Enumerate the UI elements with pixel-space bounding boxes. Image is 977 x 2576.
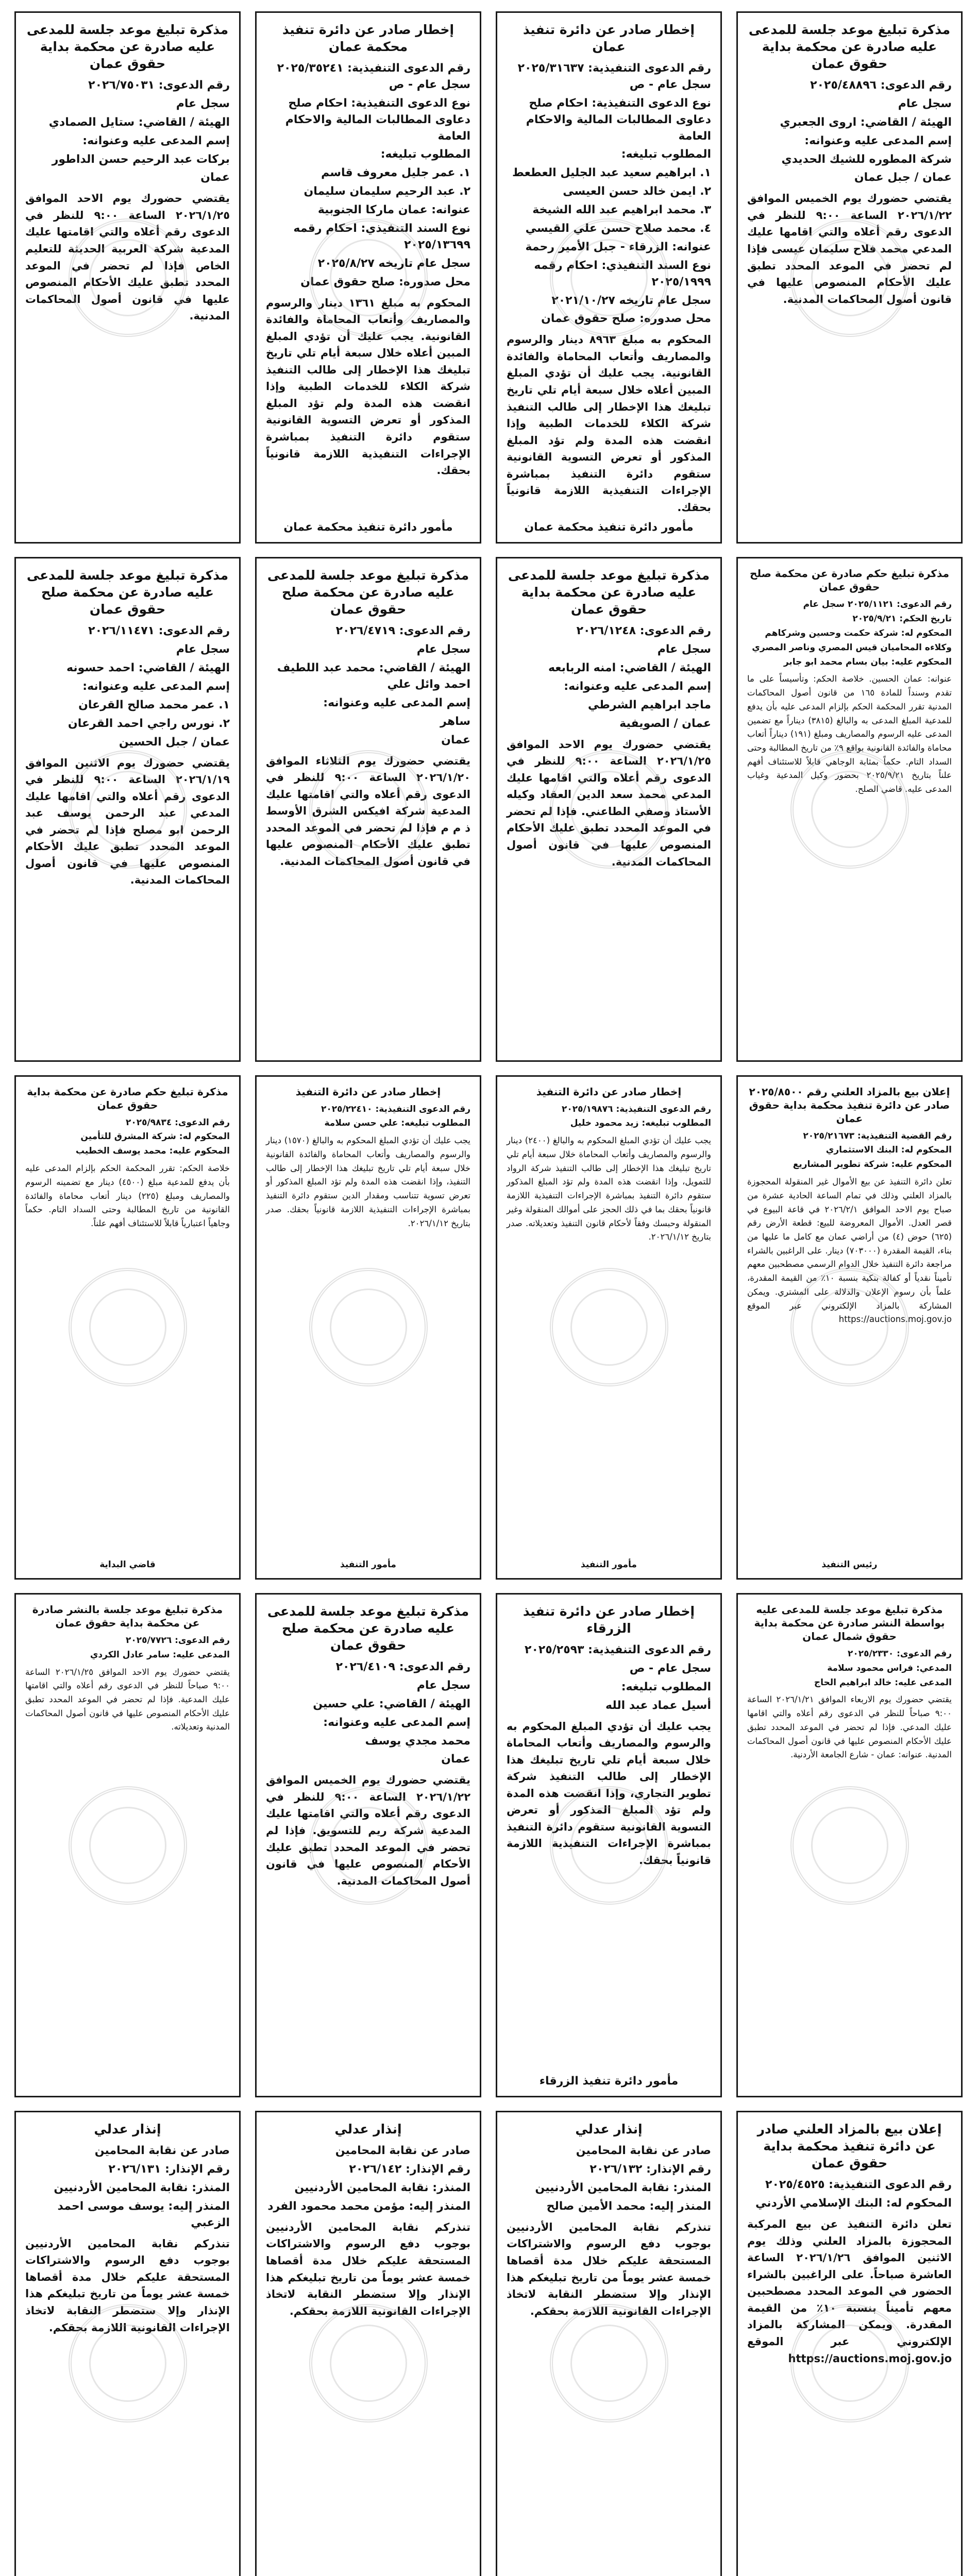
notice-line: سجل عام bbox=[176, 643, 230, 656]
notice-line: رقم الدعوى التنفيذية: ٢٠٢٥/٢٢٤١٠ bbox=[321, 1104, 470, 1114]
watermark-seal bbox=[309, 1268, 428, 1386]
watermark-seal bbox=[550, 1268, 668, 1386]
notice-body: تنذركم نقابة المحامين الأردنيين بوجوب دفع الرسوم والاشتراكات المستحقة عليكم خلال مدة أقصاها خمسة عشر يوماً من تاريخ تبليغكم هذا الإنذار وإلا ستضطر النقابة لاتخاذ الإجراءات القانونية اللازمة بحقكم. bbox=[25, 2237, 230, 2334]
legal-notice bbox=[14, 1593, 241, 2097]
notice-line: الهيئة / القاضي: محمد عبد اللطيف احمد وائل علي bbox=[277, 662, 470, 691]
legal-notice bbox=[736, 557, 963, 1061]
notice-line: محل صدوره: صلح حقوق عمان bbox=[541, 312, 711, 326]
notice-line: عمان / جبل الحسين bbox=[119, 735, 230, 749]
notice-signature: مأمور دائرة تنفيذ الزرقاء bbox=[539, 2075, 679, 2088]
notice-line: عمان / جبل عمان bbox=[854, 171, 952, 184]
notices-page bbox=[14, 11, 963, 2576]
watermark-seal bbox=[69, 1268, 187, 1386]
notice-line: رقم الإنذار: ٢٠٢٦/١٤٢ bbox=[349, 2163, 470, 2176]
notice-line: محمد مجدي يوسف bbox=[365, 1734, 470, 1748]
notice-title: إخطار صادر عن دائرة التنفيذ bbox=[536, 1085, 682, 1098]
notice-line: شركة المطوره للشيك الحديدي bbox=[781, 152, 952, 166]
legal-notice bbox=[736, 1593, 963, 2097]
notice-line: رقم الدعوى التنفيذية: ٢٠٢٥/٣١٦٣٧ سجل عام - ص bbox=[517, 62, 711, 91]
notice-line: ١. عمر محمد صالح القرعان bbox=[78, 698, 230, 711]
notice-line: رقم الدعوى: ٢٠٢٦/١٢٤٨ bbox=[576, 624, 711, 638]
watermark-seal bbox=[790, 1786, 909, 1905]
notice-line: ١. ابراهيم سعيد عبد الجليل العطعط bbox=[512, 166, 711, 180]
notice-title: مذكرة تبليغ موعد جلسة بالنشر صادرة عن محكمة بداية حقوق عمان bbox=[32, 1603, 223, 1630]
notice-line: المحكوم له: البنك الإسلامي الأردني bbox=[755, 2197, 952, 2210]
legal-notice bbox=[255, 1075, 481, 1580]
notice-line: المطلوب تبليغه: علي حسن سلامة bbox=[324, 1118, 470, 1129]
notice-line: رقم الدعوى: ٢٠٢٦/٤١٠٩ bbox=[335, 1660, 470, 1674]
notice-line: سجل عام - ص bbox=[629, 1662, 711, 1675]
notice-signature: رئيس التنفيذ bbox=[821, 1560, 878, 1570]
notice-line: الهيئة / القاضي: اروى الجعبري bbox=[780, 115, 952, 129]
legal-notice bbox=[14, 1075, 241, 1580]
notice-body: يقتضي حضورك يوم الاربعاء الموافق ٢٠٢٦/١/٢١ الساعة ٩:٠٠ صباحاً للنظر في الدعوى رقم أعلاه والتي اقامها عليك المدعي. فإذا لم تحضر في الموعد المحدد تطبق عليك الأحكام المنصوص عليها في قانون أصول المحاكمات المدنية. عنوانه: عمان - شارع الجامعة الأردنية. bbox=[747, 1694, 952, 1760]
notice-line: صادر عن نقابة المحامين bbox=[576, 2144, 711, 2158]
legal-notice bbox=[496, 11, 722, 544]
legal-notice bbox=[255, 2111, 481, 2576]
watermark-seal bbox=[309, 2304, 428, 2422]
notice-signature: مأمور التنفيذ bbox=[340, 1560, 396, 1570]
notice-line: صادر عن نقابة المحامين bbox=[335, 2144, 470, 2158]
notice-title: إخطار صادر عن دائرة تنفيذ محكمة عمان bbox=[282, 22, 454, 54]
notice-line: رقم الدعوى: ٢٠٢٥/٢٣٣٠ bbox=[848, 1649, 952, 1659]
notice-line: رقم الدعوى: ٢٠٢٦/٧٥٠٣١ bbox=[88, 79, 230, 92]
notice-line: صادر عن نقابة المحامين bbox=[94, 2144, 230, 2158]
notice-line: عمان bbox=[200, 171, 230, 184]
notice-line: رقم الدعوى: ٢٠٢٦/٤٧١٩ bbox=[335, 624, 470, 638]
notice-body: خلاصة الحكم: تقرر المحكمة الحكم بإلزام المدعى عليه بأن يدفع للمدعية مبلغ (٤٥٠٠) دينار مع تضمينه الرسوم والمصاريف ومبلغ (٢٢٥) دينار أتعاب محاماة والفائدة القانونية من تاريخ المطالبة وحتى السداد التام. حكماً وجاهياً اعتبارياً قابلاً للاستئناف أفهم علناً. bbox=[25, 1163, 230, 1228]
notice-body: يقتضي حضورك يوم الاثنين الموافق ٢٠٢٦/١/١٩ الساعة ٩:٠٠ للنظر في الدعوى رقم أعلاه والتي اقامها عليك المدعي عبد الرحمن يوسف عبد الرحمن ابو مصلح فإذا لم تحضر في الموعد المحدد تطبق عليك الأحكام المنصوص عليها في قانون أصول المحاكمات المدنية. bbox=[25, 756, 230, 887]
notice-line: رقم الدعوى التنفيذية: ٢٠٢٥/٣٥٢٤١ سجل عام - ص bbox=[277, 62, 470, 91]
notice-line: سجل عام bbox=[898, 97, 952, 110]
notice-body: يجب عليك أن تؤدي المبلغ المحكوم به والبالغ (١٥٧٠) دينار والرسوم والمصاريف وأتعاب المحاماة والفائدة القانونية خلال سبعة أيام تلي تاريخ تبليغك هذا الإخطار إلى طالب التنفيذ، وإذا انقضت هذه المدة ولم تؤد المبلغ المذكور أو تعرض تسوية تتناسب ومقدار الدين ستقوم دائرة التنفيذ بمباشرة الإجراءات التنفيذية اللازمة قانونياً بحقك. صدر بتاريخ ٢٠٢٦/١/١٢. bbox=[266, 1136, 470, 1228]
notice-body: المحكوم به مبلغ ٨٩٦٣ دينار والرسوم والمصاريف وأتعاب المحاماة والفائدة القانونية. يجب عليك أن تؤدي المبلغ المبين أعلاه خلال سبعة أيام تلي تاريخ تبليغك هذا الإخطار إلى طالب التنفيذ شركة الكلاء للخدمات الطبية وإذا انقضت هذه المدة ولم تؤد المبلغ المذكور أو تعرض التسوية القانونية ستقوم دائرة التنفيذ بمباشرة الإجراءات التنفيذية اللازمة قانونياً بحقك. bbox=[507, 333, 711, 514]
notice-line: سجل عام تاريخه ٢٠٢١/١٠/٢٧ bbox=[551, 294, 711, 307]
legal-notice bbox=[496, 2111, 722, 2576]
notice-line: بركات عبد الرحيم حسن الداطور bbox=[52, 152, 230, 166]
legal-notice bbox=[255, 11, 481, 544]
notice-line: ٣. محمد ابراهيم عبد الله الشيخة bbox=[532, 204, 711, 217]
notice-title: مذكرة تبليغ موعد جلسة للمدعى عليه صادرة عن محكمة بداية حقوق عمان bbox=[748, 22, 951, 71]
notice-line: إسم المدعى عليه وعنوانه: bbox=[323, 696, 470, 709]
notice-line: نوع السند التنفيذي: احكام رقمه ٢٠٢٥/١٩٩٩ bbox=[534, 259, 711, 289]
notice-title: مذكرة تبليغ موعد جلسة للمدعى عليه صادرة عن محكمة بداية حقوق عمان bbox=[26, 22, 229, 71]
notice-line: عنوانه: عمان ماركا الجنوبية bbox=[317, 204, 470, 217]
notice-title: مذكرة تبليغ موعد جلسة للمدعى عليه صادرة عن محكمة بداية حقوق عمان bbox=[508, 568, 710, 617]
notice-title: مذكرة تبليغ موعد جلسة للمدعى عليه صادرة عن محكمة صلح حقوق عمان bbox=[267, 568, 469, 617]
notice-line: الهيئة / القاضي: ستايل الصمادي bbox=[48, 115, 230, 129]
notice-line: رقم القضية التنفيذية: ٢٠٢٥/٢١٦٧٣ bbox=[803, 1130, 952, 1141]
notice-signature: قاضي البداية bbox=[99, 1560, 156, 1570]
notice-line: المحكوم عليه: محمد يوسف الخطيب bbox=[75, 1146, 230, 1157]
notice-line: المدعى عليه: سامر عادل الكردي bbox=[90, 1649, 230, 1660]
notice-line: نوع الدعوى التنفيذية: احكام صلح دعاوى المطالبات المالية والاحكام العامة bbox=[285, 96, 470, 143]
legal-notice bbox=[14, 11, 241, 544]
notice-line: الهيئة / القاضي: امنه الربابعه bbox=[548, 662, 711, 675]
notice-title: إعلان بيع بالمزاد العلني صادر عن دائرة تنفيذ محكمة بداية حقوق عمان bbox=[757, 2122, 942, 2171]
notice-title: مذكرة تبليغ موعد جلسة للمدعى عليه صادرة عن محكمة صلح حقوق عمان bbox=[267, 1604, 469, 1653]
notice-title: مذكرة تبليغ حكم صادرة عن محكمة بداية حقوق عمان bbox=[27, 1085, 228, 1111]
notice-body: تعلن دائرة التنفيذ عن بيع المركبة المحجوزة بالمزاد العلني وذلك يوم الاثنين الموافق ٢٠٢٦/١/٢٦ الساعة العاشرة صباحاً. على الراغبين بالشراء الحضور في الموعد المحدد مصطحبين معهم تأميناً بنسبة ١٠٪ من القيمة المقدرة. ويمكن المشاركة بالمزاد الإلكتروني عبر الموقع https://auctions.moj.gov.jo bbox=[747, 2218, 952, 2365]
notice-line: إسم المدعى عليه وعنوانه: bbox=[564, 680, 711, 693]
notice-line: المحكوم له: شركة المشرق للتأمين bbox=[80, 1131, 230, 1142]
notice-line: رقم الدعوى التنفيذية: ٢٠٢٥/٤٥٢٥ bbox=[765, 2178, 952, 2192]
notice-title: إنذار عدلي bbox=[94, 2122, 161, 2137]
notice-line: ٤. محمد صلاح حسن علي القيسي bbox=[525, 222, 711, 235]
notice-line: المدعي: فراس محمود سلامة bbox=[827, 1663, 952, 1673]
notice-line: المطلوب تبليغه: bbox=[621, 148, 711, 161]
notice-line: ماجد ابراهيم الشرطي bbox=[587, 698, 711, 711]
notice-title: مذكرة تبليغ حكم صادرة عن محكمة صلح حقوق عمان bbox=[750, 567, 949, 594]
notice-line: ٢. عبد الرحيم سليمان سليمان bbox=[304, 185, 470, 198]
watermark-seal bbox=[550, 2304, 668, 2422]
notice-body: تنذركم نقابة المحامين الأردنيين بوجوب دفع الرسوم والاشتراكات المستحقة عليكم خلال مدة أقصاها خمسة عشر يوماً من تاريخ تبليغكم هذا الإنذار وإلا ستضطر النقابة لاتخاذ الإجراءات القانونية اللازمة بحقكم. bbox=[507, 2221, 711, 2317]
legal-notice bbox=[736, 1075, 963, 1580]
notice-line: سجل عام bbox=[416, 643, 470, 656]
notice-line: ٢. ايمن خالد حسن العيسى bbox=[563, 185, 711, 198]
notice-signature: مأمور دائرة تنفيذ محكمة عمان bbox=[283, 521, 453, 534]
notice-line: المطلوب تبليغه: زيد محمود خليل bbox=[570, 1118, 711, 1129]
notice-body: يقتضي حضورك يوم الخميس الموافق ٢٠٢٦/١/٢٢ الساعة ٩:٠٠ للنظر في الدعوى رقم أعلاه والتي اقامها عليك المدعي محمد فلاح سليمان عيسى فإذا لم تحضر في الموعد المحدد تطبق عليك الأحكام المنصوص عليها في قانون أصول المحاكمات المدنية. bbox=[747, 192, 952, 306]
notice-line: ٢. نورس راجي احمد القرعان bbox=[68, 717, 230, 730]
notice-line: إسم المدعى عليه وعنوانه: bbox=[804, 134, 952, 147]
notice-line: المطلوب تبليغه: bbox=[380, 148, 470, 161]
notice-line: رقم الدعوى: ٢٠٢٥/١١٢١ سجل عام bbox=[803, 599, 952, 610]
notice-line: نوع الدعوى التنفيذية: احكام صلح دعاوى المطالبات المالية والاحكام العامة bbox=[526, 96, 711, 143]
notice-line: رقم الدعوى التنفيذية: ٢٠٢٥/٢٥٩٣ bbox=[525, 1643, 711, 1657]
legal-notice bbox=[496, 1075, 722, 1580]
notice-body: يجب عليك أن تؤدي المبلغ المحكوم به والرسوم والمصاريف وأتعاب المحاماة خلال سبعة أيام تلي تاريخ تبليغك هذا الإخطار إلى طالب التنفيذ شركة تطوير التجاري، وإذا انقضت هذه المدة ولم تؤد المبلغ المذكور أو تعرض التسوية القانونية ستقوم دائرة التنفيذ بمباشرة الإجراءات التنفيذية اللازمة قانونياً بحقك. bbox=[507, 1720, 711, 1867]
notice-title: مذكرة تبليغ موعد جلسة للمدعى عليه صادرة عن محكمة صلح حقوق عمان bbox=[26, 568, 229, 617]
notice-line: المحكوم عليه: شركة تطوير المشاريع bbox=[793, 1159, 952, 1170]
notice-line: رقم الإنذار: ٢٠٢٦/١٣١ bbox=[108, 2163, 230, 2176]
notice-signature: مأمور التنفيذ bbox=[581, 1560, 637, 1570]
notice-line: الهيئة / القاضي: علي حسين bbox=[313, 1697, 470, 1710]
notice-line: ١. عمر جليل معروف قاسم bbox=[321, 166, 470, 180]
notice-line: المحكوم له: شركة حكمت وحسين وشركاهم bbox=[765, 628, 952, 638]
notice-title: إنذار عدلي bbox=[575, 2122, 643, 2137]
notice-line: رقم الدعوى: ٢٠٢٦/١١٤٧١ bbox=[88, 624, 230, 638]
notice-body: المحكوم به مبلغ ١٣٦١ دينار والرسوم والمصاريف وأتعاب المحاماة والفائدة القانونية. يجب عليك أن تؤدي المبلغ المبين أعلاه خلال سبعة أيام تلي تاريخ تبليغك هذا الإخطار إلى طالب التنفيذ شركة الكلاء للخدمات الطبية وإذا انقضت هذه المدة ولم تؤد المبلغ المذكور أو تعرض التسوية القانونية ستقوم دائرة التنفيذ بمباشرة الإجراءات التنفيذية اللازمة قانونياً بحقك. bbox=[266, 296, 470, 477]
legal-notice bbox=[736, 2111, 963, 2576]
notice-line: سجل عام bbox=[176, 97, 230, 110]
notice-line: رقم الدعوى: ٢٠٢٥/٤٨٨٩٦ bbox=[810, 79, 952, 92]
notice-line: المحكوم له: البنك الاستثماري bbox=[826, 1145, 952, 1156]
notice-line: المنذر: نقابة المحامين الأردنيين bbox=[535, 2181, 711, 2195]
notice-line: أسيل عماد عبد الله bbox=[605, 1699, 711, 1712]
legal-notice bbox=[736, 11, 963, 544]
legal-notice bbox=[496, 1593, 722, 2097]
notice-body: يقتضي حضورك يوم الاحد الموافق ٢٠٢٦/١/٢٥ الساعة ٩:٠٠ للنظر في الدعوى رقم أعلاه والتي اقامتها عليك المدعية شركة العربية الحديثة للتعليم الخاص فإذا لم تحضر في الموعد المحدد تطبق عليك الأحكام المنصوص عليها في قانون أصول المحاكمات المدنية. bbox=[25, 192, 230, 323]
notice-line: الهيئة / القاضي: احمد حسونه bbox=[66, 662, 230, 675]
notice-body: عنوانه: عمان الحسين. خلاصة الحكم: وتأسيساً على ما تقدم وسنداً للمادة ١٦٥ من قانون أصول المحاكمات المدنية تقرر المحكمة الحكم بإلزام المدعى عليه بأن يدفع للمدعية المبلغ المدعى به والبالغ (٣٨١٥) ديناراً مع تضمين المدعى عليه الرسوم والمصاريف ومبلغ (١٩١) ديناراً أتعاب محاماة والفائدة القانونية بواقع ٩٪ من تاريخ المطالبة وحتى السداد التام. حكماً بمثابة الوجاهي قابلاً للاستئناف أفهم علناً بتاريخ ٢٠٢٥/٩/٢١ بحضور وكيل المدعية وغياب المدعى عليه. قاضي الصلح. bbox=[747, 674, 952, 794]
notice-body: تنذركم نقابة المحامين الأردنيين بوجوب دفع الرسوم والاشتراكات المستحقة عليكم خلال مدة أقصاها خمسة عشر يوماً من تاريخ تبليغكم هذا الإنذار وإلا ستضطر النقابة لاتخاذ الإجراءات القانونية اللازمة بحقكم. bbox=[266, 2221, 470, 2317]
notice-line: عمان bbox=[441, 733, 470, 747]
notice-line: رقم الدعوى: ٢٠٢٥/٩٨٣٤ bbox=[126, 1117, 230, 1128]
notice-body: تعلن دائرة التنفيذ عن بيع الأموال غير المنقولة المحجوزة بالمزاد العلني وذلك في تمام الساعة الحادية عشرة من صباح يوم الاحد الموافق ٢٠٢٦/٢/١ في قاعة البيوع في قصر العدل. الأموال المعروضة للبيع: قطعة الأرض رقم (٦٢٥) حوض (٤) من أراضي عمان مع كامل ما عليها من بناء، القيمة المقدرة (٧٠٣٠٠٠) دينار. على الراغبين بالشراء مراجعة دائرة التنفيذ خلال الدوام الرسمي مصطحبين معهم تأميناً نقدياً أو كفالة بنكية بنسبة ١٠٪ من القيمة المقدرة، علماً بأن رسوم الإعلان والدلالة على المشتري. ويمكن المشاركة بالمزاد الإلكتروني عبر الموقع https://auctions.moj.gov.jo bbox=[747, 1177, 952, 1325]
notice-line: المطلوب تبليغه: bbox=[621, 1680, 711, 1693]
watermark-seal bbox=[69, 1786, 187, 1905]
notice-body: يقتضي حضورك يوم الخميس الموافق ٢٠٢٦/١/٢٢ الساعة ٩:٠٠ للنظر في الدعوى رقم أعلاه والتي اقامتها عليك المدعية شركة ريم للتسويق. فإذا لم تحضر في الموعد المحدد تطبق عليك الأحكام المنصوص عليها في قانون أصول المحاكمات المدنية. bbox=[266, 1774, 471, 1887]
notice-line: عمان bbox=[441, 1753, 470, 1766]
notice-title: إنذار عدلي bbox=[334, 2122, 402, 2137]
notice-line: وكلاءه المحاميان قيس المصري وناصر المصري bbox=[752, 642, 952, 653]
notice-line: سجل عام bbox=[657, 643, 711, 656]
notice-body: يقتضي حضورك يوم الاحد الموافق ٢٠٢٦/١/٢٥ الساعة ٩:٠٠ للنظر في الدعوى رقم أعلاه والتي اقامها عليك المدعي محمد سعد الدين العقاد وكيله الأستاذ وصفي الطاعني. فإذا لم تحضر في الموعد المحدد تطبق عليك الأحكام المنصوص عليها في قانون أصول المحاكمات المدنية. bbox=[507, 738, 712, 868]
notice-line: رقم الدعوى التنفيذية: ٢٠٢٥/١٩٨٧٦ bbox=[561, 1104, 711, 1114]
notice-title: إخطار صادر عن دائرة التنفيذ bbox=[295, 1085, 441, 1098]
notice-line: المحكوم عليه: بيان بسام محمد ابو جابر bbox=[783, 656, 952, 667]
notice-body: يقتضي حضورك يوم الاحد الموافق ٢٠٢٦/١/٢٥ الساعة ٩:٠٠ صباحاً للنظر في الدعوى رقم أعلاه والتي اقامتها عليك المدعية. فإذا لم تحضر في الموعد المحدد تطبق عليك الأحكام المنصوص عليها في قانون أصول المحاكمات المدنية وتعديلاته. bbox=[25, 1667, 230, 1732]
notice-line: عنوانه: الزرقاء - جبل الأمير رحمة bbox=[525, 240, 711, 253]
notice-line: نوع السند التنفيذي: احكام رقمه ٢٠٢٥/١٣٦٩٩ bbox=[293, 222, 470, 251]
notice-title: إخطار صادر عن دائرة تنفيذ الزرقاء bbox=[523, 1604, 695, 1636]
notice-body: يقتضي حضورك يوم الثلاثاء الموافق ٢٠٢٦/١/٢٠ الساعة ٩:٠٠ للنظر في الدعوى رقم أعلاه والتي اقامتها عليك المدعية شركة افيكس الشرق الأوسط ذ م م فإذا لم تحضر في الموعد المحدد تطبق عليك الأحكام المنصوص عليها في قانون أصول المحاكمات المدنية. bbox=[266, 754, 471, 868]
notice-title: إخطار صادر عن دائرة تنفيذ عمان bbox=[523, 22, 695, 54]
legal-notice bbox=[496, 557, 722, 1061]
notice-line: ساهر bbox=[440, 715, 470, 728]
notice-title: إعلان بيع بالمزاد العلني رقم ٢٠٢٥/٨٥٠٠ صادر عن دائرة تنفيذ محكمة بداية حقوق عمان bbox=[749, 1085, 950, 1125]
notice-line: تاريخ الحكم: ٢٠٢٥/٩/٢١ bbox=[852, 614, 952, 624]
notice-line: محل صدوره: صلح حقوق عمان bbox=[300, 275, 470, 289]
notice-line: المدعى عليه: خالد ابراهيم الحاج bbox=[814, 1677, 952, 1688]
notice-line: رقم الإنذار: ٢٠٢٦/١٣٢ bbox=[589, 2163, 711, 2176]
notice-line: المنذر إليه: يوسف موسى احمد الزعبي bbox=[57, 2200, 230, 2229]
notice-line: المنذر: نقابة المحامين الأردنيين bbox=[54, 2181, 230, 2195]
notice-line: رقم الدعوى: ٢٠٢٥/٧٧٢٦ bbox=[126, 1635, 230, 1646]
notice-line: إسم المدعى عليه وعنوانه: bbox=[82, 680, 230, 693]
notice-signature: مأمور دائرة تنفيذ محكمة عمان bbox=[524, 521, 694, 534]
legal-notice bbox=[255, 557, 481, 1061]
notice-line: المنذر إليه: محمد الأمين صالح bbox=[546, 2200, 711, 2213]
notice-body: يجب عليك أن تؤدي المبلغ المحكوم به والبالغ (٢٤٠٠) دينار والرسوم والمصاريف وأتعاب المحاماة خلال سبعة أيام تلي تاريخ تبليغك هذا الإخطار إلى طالب التنفيذ شركة الرواد للتمويل، وإذا انقضت هذه المدة ولم تؤد المبلغ المذكور ستقوم دائرة التنفيذ بمباشرة الإجراءات التنفيذية اللازمة قانونياً بحقك بما في ذلك الحجز على أموالك المنقولة وغير المنقولة وحبسك وفقاً لأحكام قانون التنفيذ وتعديلاته. صدر بتاريخ ٢٠٢٦/١/١٢. bbox=[507, 1136, 711, 1242]
notice-line: عمان / الصويفية bbox=[619, 717, 711, 730]
notice-line: المنذر إليه: مؤمن محمد محمود الفرد bbox=[267, 2200, 470, 2213]
notice-line: المنذر: نقابة المحامين الأردنيين bbox=[294, 2181, 470, 2195]
legal-notice bbox=[255, 1593, 481, 2097]
legal-notice bbox=[14, 2111, 241, 2576]
notice-title: مذكرة تبليغ موعد جلسة للمدعى عليه بواسطة النشر صادرة عن محكمة بداية حقوق شمال عمان bbox=[754, 1603, 945, 1643]
notice-line: إسم المدعى عليه وعنوانه: bbox=[82, 134, 230, 147]
notice-line: سجل عام تاريخه ٢٠٢٥/٨/٢٧ bbox=[317, 257, 470, 270]
notice-line: إسم المدعى عليه وعنوانه: bbox=[323, 1716, 470, 1729]
notice-line: سجل عام bbox=[416, 1679, 470, 1692]
legal-notice bbox=[14, 557, 241, 1061]
